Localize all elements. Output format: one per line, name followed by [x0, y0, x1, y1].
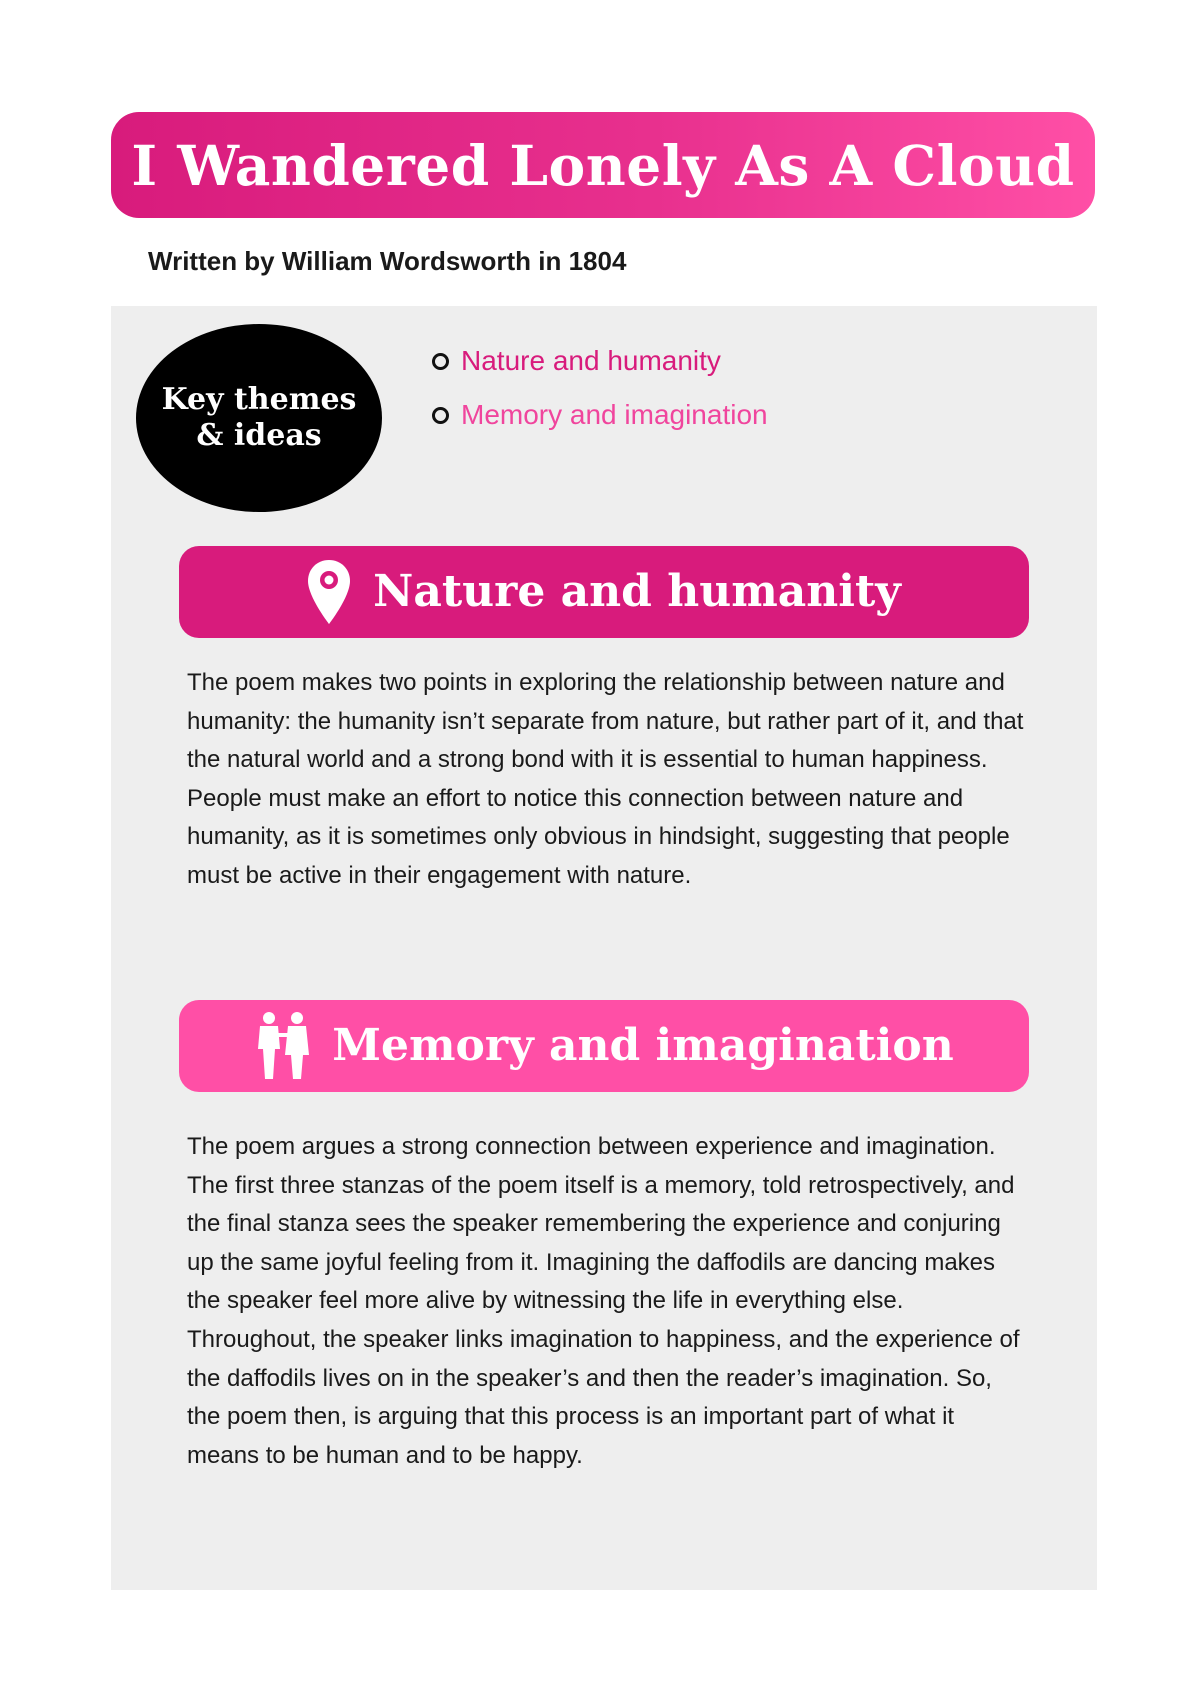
- list-item: [432, 396, 768, 434]
- section-heading: Nature and humanity: [373, 566, 901, 617]
- key-themes-badge: [136, 324, 382, 512]
- section-body-memory: The poem argues a strong connection between experience and imagination. The first three stanzas of the poem itself is a memory, told retrospectively, and the final stanza sees the speaker remembering the experience and conjuring up the same joyful feeling from it. Imagining the daffodils are dancing makes the speaker feel more alive by witnessing the life in everything else. Throughout, the speaker links imagination to happiness, and the experience of the daffodils lives on in the speaker’s and then the reader’s imagination. So, the poem then, is arguing that this process is an important part of what it means to be human and to be happy.: [187, 1133, 1020, 1469]
- title-banner: [111, 112, 1095, 218]
- section-banner-memory: [179, 1000, 1029, 1092]
- bullet-ring-icon: [432, 353, 449, 370]
- theme-label: Nature and humanity: [461, 345, 721, 376]
- two-people-icon: [254, 1011, 312, 1081]
- section-banner-nature: [179, 546, 1029, 638]
- section-heading: Memory and imagination: [332, 1020, 954, 1071]
- page-title: I Wandered Lonely As A Cloud: [131, 132, 1075, 198]
- theme-label: Memory and imagination: [461, 399, 768, 430]
- key-themes-list: [432, 342, 768, 450]
- section-body-nature: The poem makes two points in exploring the relationship between nature and humanity: the humanity isn’t separate from nature, but rather part of it, and that the natural world and a strong bond with it is essential to human happiness. People must make an effort to notice this connection between nature and humanity, as it is sometimes only obvious in hindsight, suggesting that people must be active in their engagement with nature.: [187, 669, 1024, 889]
- bullet-ring-icon: [432, 407, 449, 424]
- location-pin-icon: [307, 559, 351, 625]
- byline: Written by William Wordsworth in 1804: [148, 246, 627, 276]
- key-themes-badge-line2: & ideas: [196, 418, 322, 453]
- key-themes-badge-line1: Key themes: [161, 382, 357, 417]
- list-item: [432, 342, 768, 380]
